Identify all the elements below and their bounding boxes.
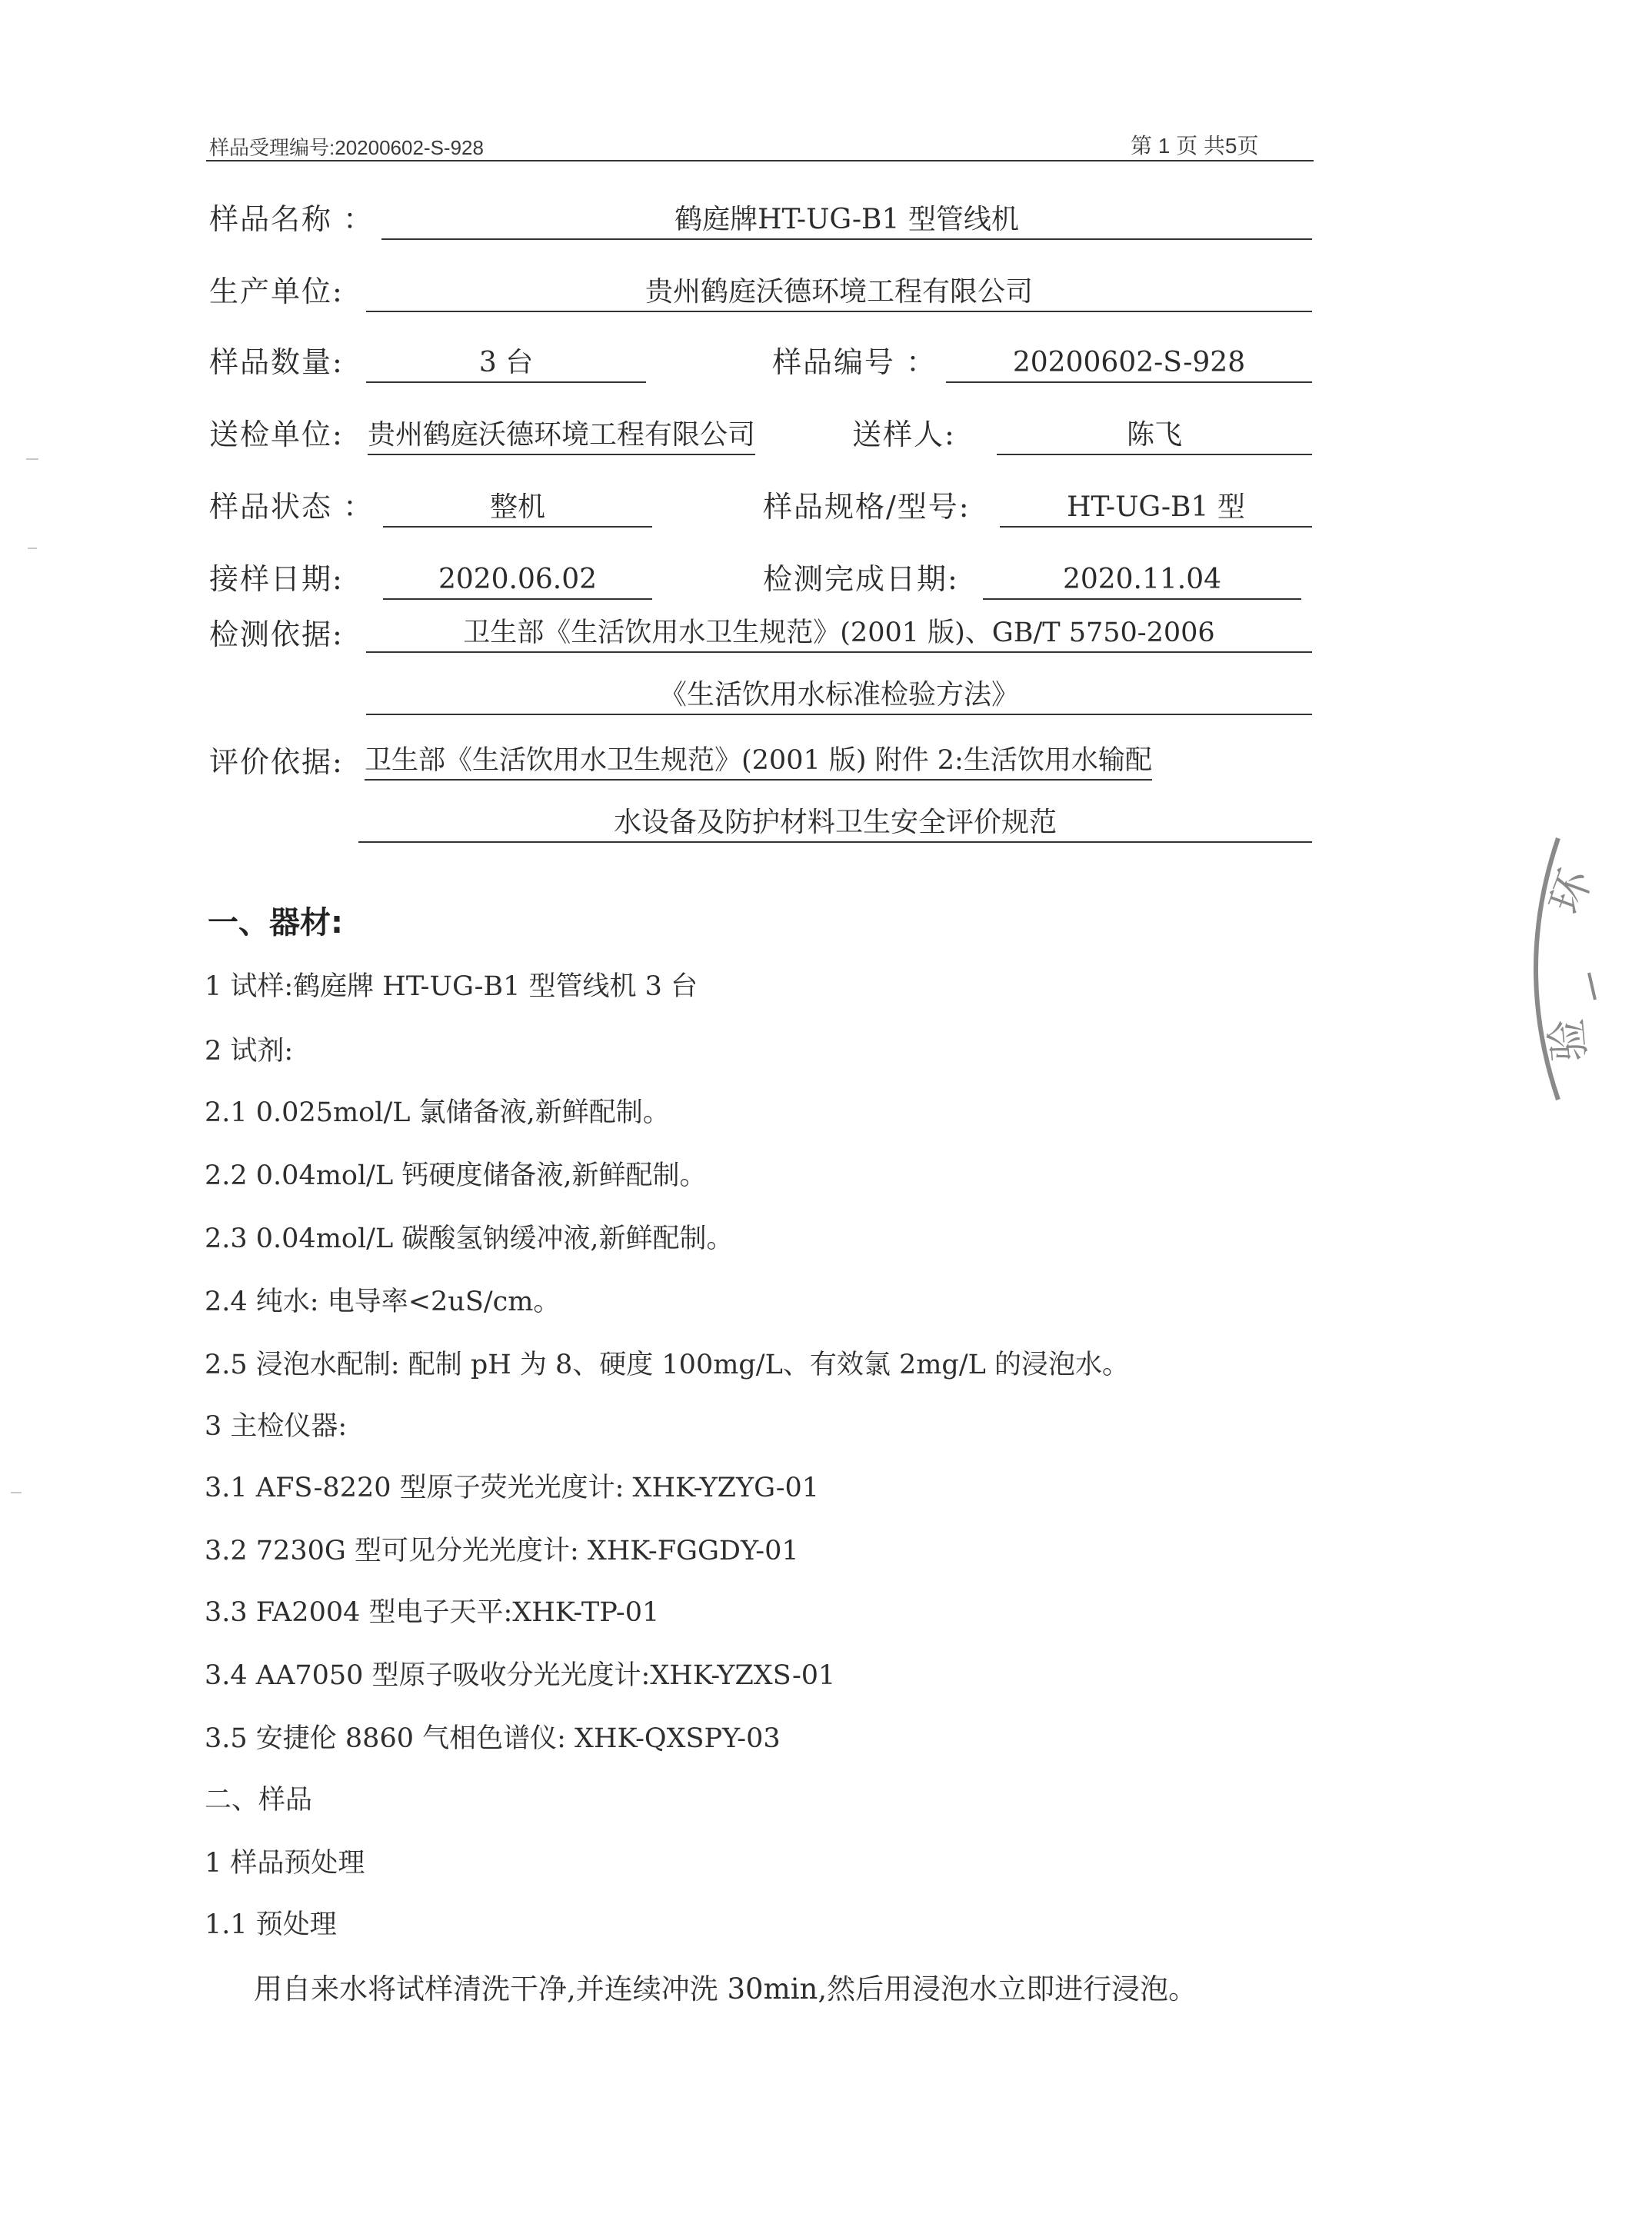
list-item: 3.4 AA7050 型原子吸收分光光度计:XHK-YZXS-01: [205, 1660, 836, 1691]
list-item: 2.2 0.04mol/L 钙硬度储备液,新鲜配制。: [205, 1160, 707, 1191]
accept-number-value: 20200602-S-928: [335, 136, 484, 159]
evaluation-basis-label: 评价依据:: [209, 745, 344, 779]
list-item: 1 试样:鹤庭牌 HT-UG-B1 型管线机 3 台: [205, 971, 698, 1002]
list-item: 3.3 FA2004 型电子天平:XHK-TP-01: [205, 1597, 660, 1628]
complete-date-label: 检测完成日期:: [763, 562, 959, 596]
evaluation-basis-line-2: 水设备及防护材料卫生安全评价规范: [358, 809, 1312, 843]
list-item: 2.1 0.025mol/L 氯储备液,新鲜配制。: [205, 1097, 670, 1128]
submitting-unit-label: 送检单位:: [209, 418, 344, 451]
evaluation-basis-line-1: 卫生部《生活饮用水卫生规范》(2001 版) 附件 2:生活饮用水输配: [365, 747, 1152, 781]
seal-char-1: 环: [1540, 863, 1602, 921]
accept-number-label: 样品受理编号:: [209, 136, 335, 159]
submitter-label: 送样人:: [852, 418, 956, 451]
sample-name-label: 样品名称 ：: [209, 202, 375, 236]
quantity-value: 3 台: [366, 349, 646, 383]
list-item: 2.4 纯水: 电导率<2uS/cm。: [205, 1287, 561, 1317]
list-item: 3.1 AFS-8220 型原子荧光光度计: XHK-YZYG-01: [205, 1473, 820, 1503]
sample-name-value: 鹤庭牌HT-UG-B1 型管线机: [381, 206, 1312, 240]
scan-speck: [28, 548, 37, 549]
list-item: 3 主检仪器:: [205, 1411, 348, 1442]
sample-number-label: 样品编号 ：: [772, 345, 938, 379]
scan-speck: [11, 1492, 22, 1493]
section-equipment-title: 一、器材:: [208, 905, 343, 940]
sample-state-label: 样品状态 ：: [209, 490, 375, 524]
test-basis-line-1: 卫生部《生活饮用水卫生规范》(2001 版)、GB/T 5750-2006: [366, 620, 1312, 653]
receive-date-label: 接样日期:: [209, 562, 344, 596]
list-item: 3.5 安捷伦 8860 气相色谱仪: XHK-QXSPY-03: [205, 1723, 781, 1754]
scan-speck: [26, 458, 38, 460]
sample-spec-value: HT-UG-B1 型: [1000, 494, 1312, 528]
manufacturer-label: 生产单位:: [209, 275, 344, 308]
list-item: 2.5 浸泡水配制: 配制 pH 为 8、硬度 100mg/L、有效氯 2mg/L 的浸泡水。: [205, 1350, 1129, 1380]
test-basis-line-2: 《生活饮用水标准检验方法》: [366, 681, 1312, 715]
seal-mark: [1589, 973, 1595, 1000]
sample-state-value: 整机: [383, 494, 652, 528]
subsection-pretreatment: 1 样品预处理: [205, 1848, 365, 1879]
subsection-pretreatment-1-1: 1.1 预处理: [205, 1909, 337, 1940]
list-item: 2 试剂:: [205, 1036, 294, 1067]
submitter-value: 陈飞: [997, 421, 1312, 455]
accept-number: [209, 132, 484, 161]
sample-number-value: 20200602-S-928: [946, 349, 1312, 383]
test-basis-label: 检测依据:: [209, 618, 344, 651]
complete-date-value: 2020.11.04: [983, 566, 1301, 600]
manufacturer-value: 贵州鹤庭沃德环境工程有限公司: [366, 278, 1312, 312]
seal-stamp: [1498, 815, 1652, 1123]
submitting-unit-value: 贵州鹤庭沃德环境工程有限公司: [368, 421, 755, 455]
page-info: 第 1 页 共5页: [1131, 134, 1259, 158]
receive-date-value: 2020.06.02: [383, 566, 652, 600]
list-item: 3.2 7230G 型可见分光光度计: XHK-FGGDY-01: [205, 1536, 799, 1566]
quantity-label: 样品数量:: [209, 345, 344, 379]
section-sample-title: 二、样品: [205, 1785, 313, 1816]
pretreatment-paragraph: 用自来水将试样清洗干净,并连续冲洗 30min,然后用浸泡水立即进行浸泡。: [254, 1972, 1197, 2006]
sample-spec-label: 样品规格/型号:: [763, 490, 971, 524]
seal-char-2: 验: [1541, 1017, 1596, 1064]
header-rule: [206, 160, 1314, 161]
list-item: 2.3 0.04mol/L 碳酸氢钠缓冲液,新鲜配制。: [205, 1223, 734, 1254]
